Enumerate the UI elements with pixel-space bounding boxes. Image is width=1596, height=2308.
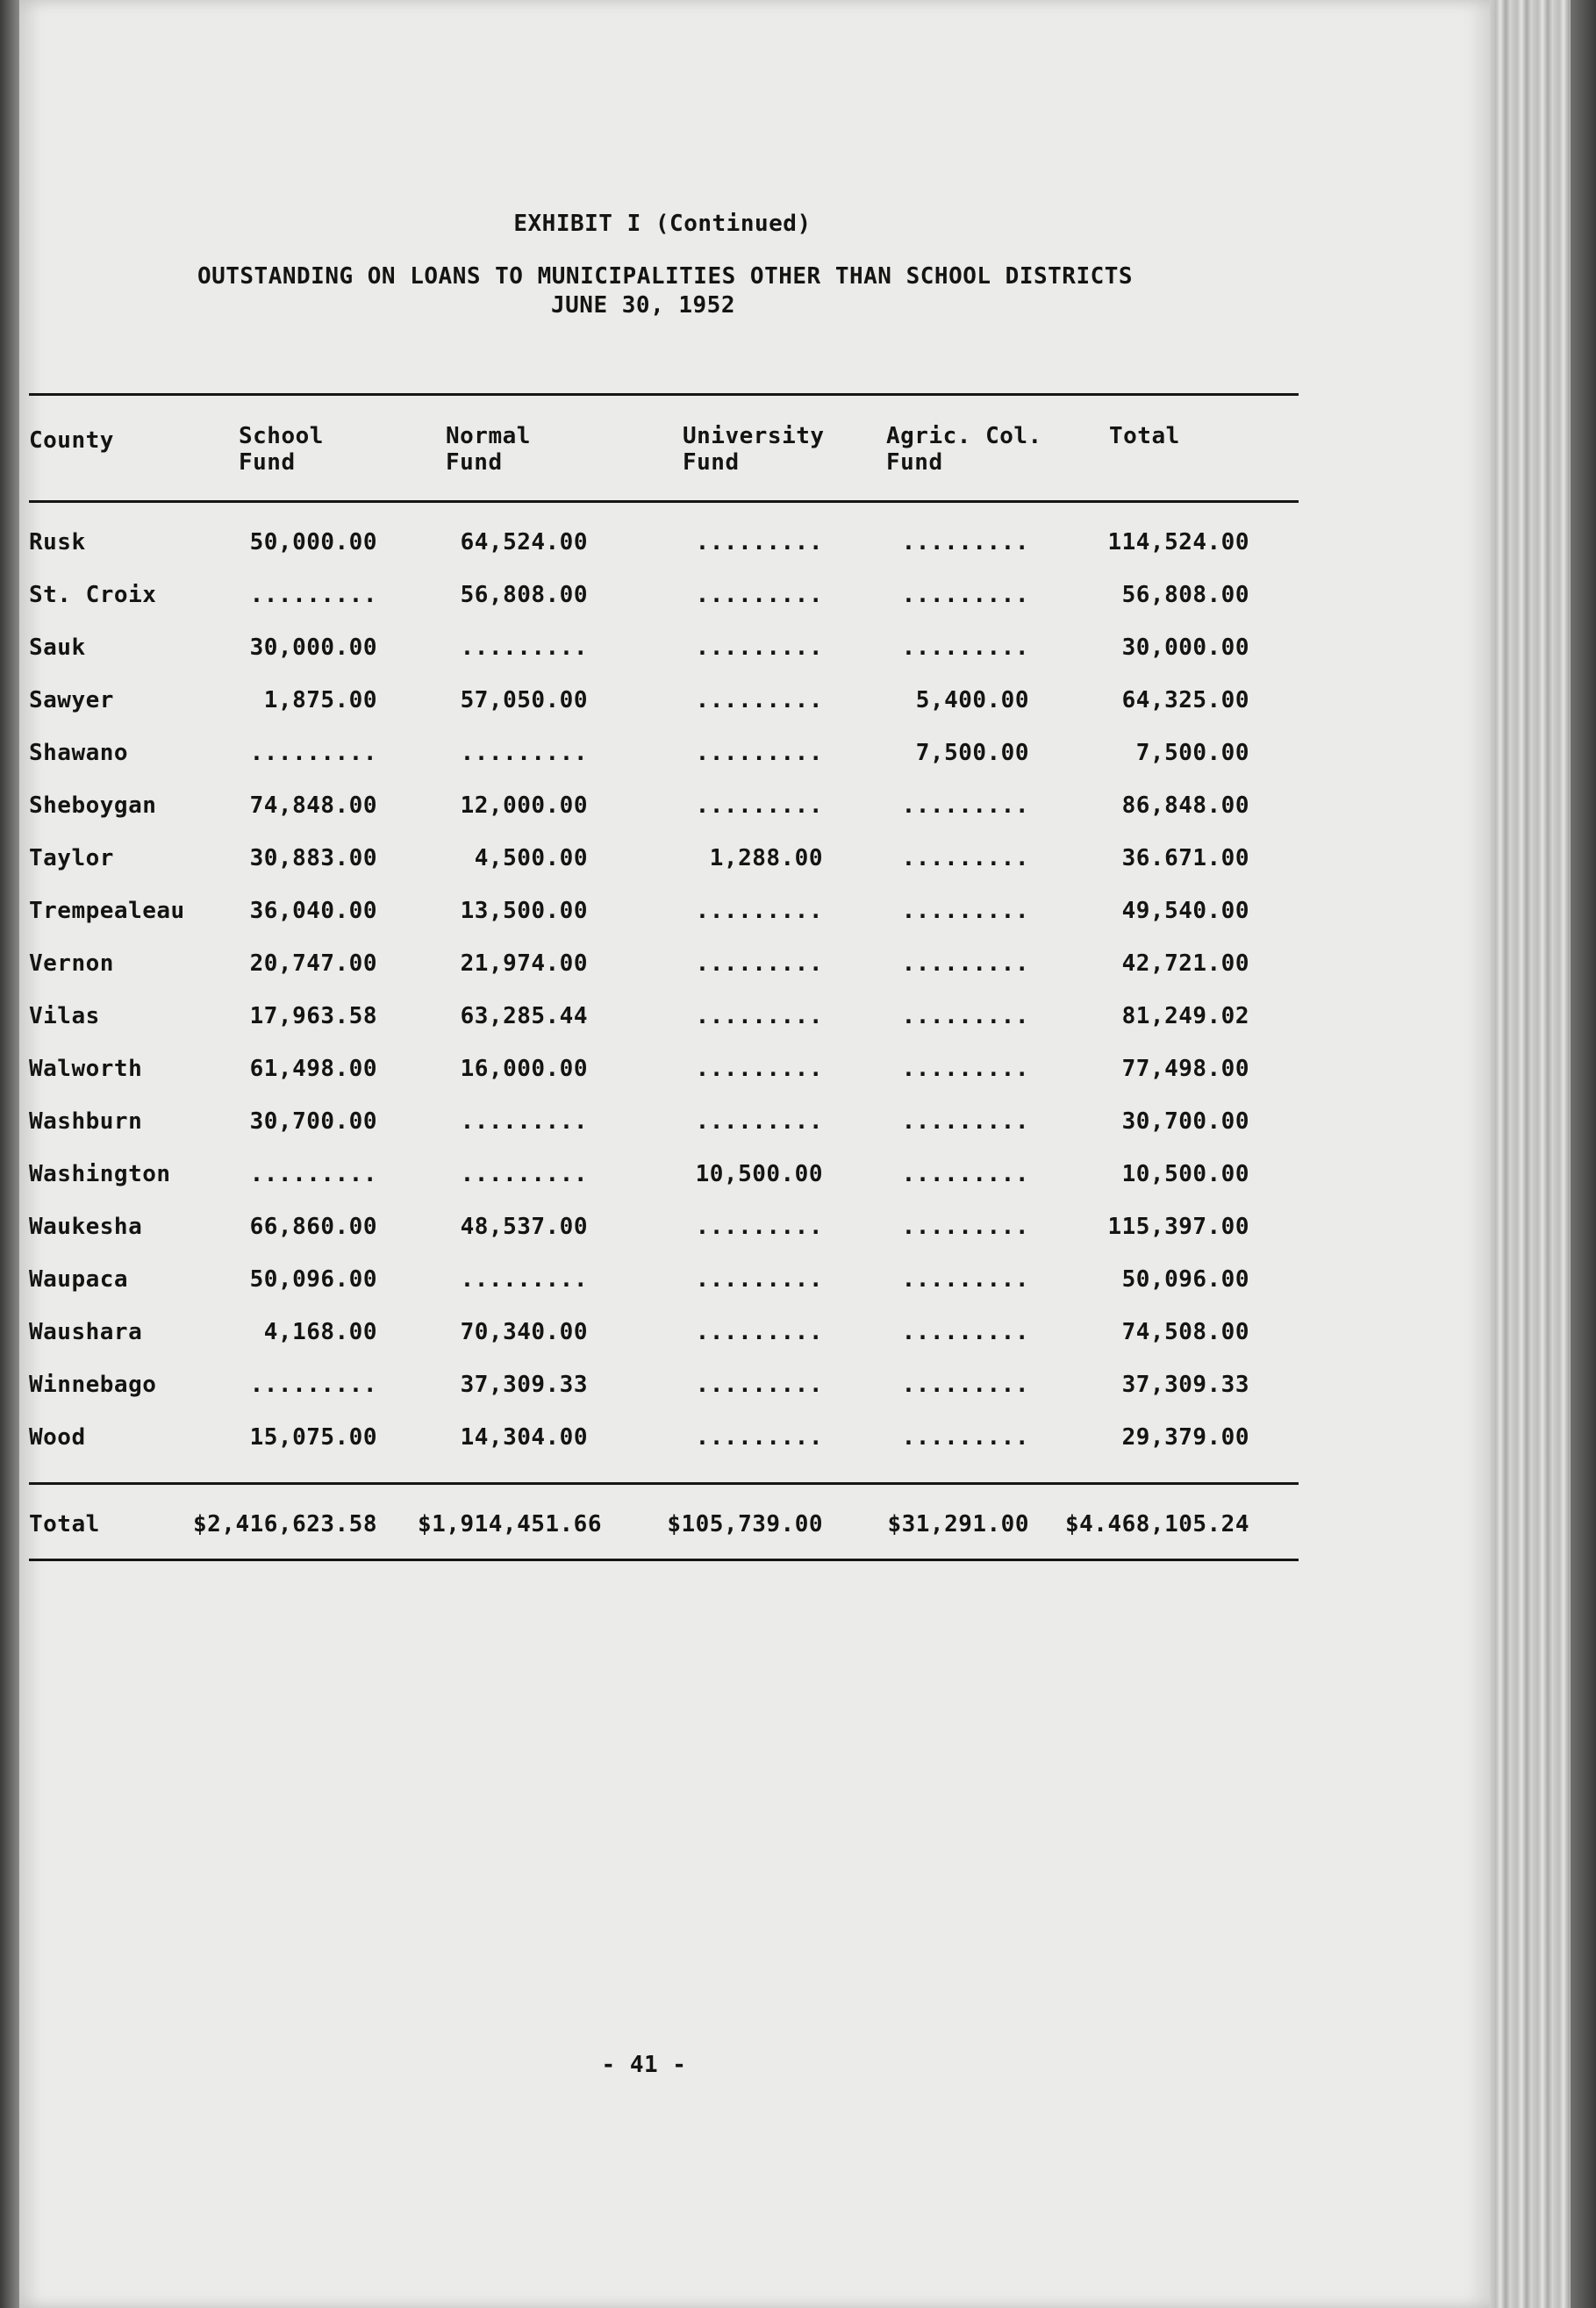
total-cell: 30,700.00 xyxy=(1121,1108,1249,1135)
total-agric-col-fund: $31,291.00 xyxy=(887,1511,1029,1537)
header-university-fund-2: Fund xyxy=(683,449,740,476)
agric-col-fund-cell: ......... xyxy=(901,1214,1029,1240)
university-fund-cell: ......... xyxy=(695,1424,823,1451)
total-normal-fund: $1,914,451.66 xyxy=(418,1511,602,1537)
normal-fund-cell: ......... xyxy=(460,1266,588,1293)
university-fund-cell: ......... xyxy=(695,634,823,661)
agric-col-fund-cell: ......... xyxy=(901,1266,1029,1293)
county-cell: Washington xyxy=(29,1161,171,1187)
agric-col-fund-cell: ......... xyxy=(901,1003,1029,1029)
school-fund-cell: 20,747.00 xyxy=(249,950,377,977)
county-cell: Trempealeau xyxy=(29,898,185,924)
school-fund-cell: 4,168.00 xyxy=(263,1319,377,1345)
university-fund-cell: ......... xyxy=(695,1056,823,1082)
university-fund-cell: ......... xyxy=(695,1372,823,1398)
normal-fund-cell: 37,309.33 xyxy=(460,1372,588,1398)
normal-fund-cell: 56,808.00 xyxy=(460,582,588,608)
university-fund-cell: ......... xyxy=(695,792,823,819)
normal-fund-cell: 21,974.00 xyxy=(460,950,588,977)
county-cell: Vilas xyxy=(29,1003,100,1029)
county-cell: Rusk xyxy=(29,529,86,555)
agric-col-fund-cell: ......... xyxy=(901,792,1029,819)
university-fund-cell: ......... xyxy=(695,529,823,555)
total-grand: $4.468,105.24 xyxy=(1065,1511,1249,1537)
header-agric-col-fund-1: Agric. Col. xyxy=(886,423,1042,449)
agric-col-fund-cell: 7,500.00 xyxy=(915,740,1029,766)
county-cell: Waupaca xyxy=(29,1266,129,1293)
normal-fund-cell: ......... xyxy=(460,1161,588,1187)
agric-col-fund-cell: ......... xyxy=(901,529,1029,555)
total-label: Total xyxy=(29,1511,100,1537)
total-rule-bottom xyxy=(29,1559,1299,1561)
school-fund-cell: 17,963.58 xyxy=(249,1003,377,1029)
header-county: County xyxy=(29,427,114,454)
county-cell: Sauk xyxy=(29,634,86,661)
university-fund-cell: ......... xyxy=(695,1214,823,1240)
normal-fund-cell: 48,537.00 xyxy=(460,1214,588,1240)
university-fund-cell: ......... xyxy=(695,1003,823,1029)
normal-fund-cell: 14,304.00 xyxy=(460,1424,588,1451)
county-cell: Vernon xyxy=(29,950,114,977)
county-cell: Waushara xyxy=(29,1319,143,1345)
normal-fund-cell: 70,340.00 xyxy=(460,1319,588,1345)
agric-col-fund-cell: ......... xyxy=(901,582,1029,608)
school-fund-cell: 50,096.00 xyxy=(249,1266,377,1293)
agric-col-fund-cell: ......... xyxy=(901,1372,1029,1398)
school-fund-cell: 1,875.00 xyxy=(263,687,377,713)
county-cell: Wood xyxy=(29,1424,86,1451)
school-fund-cell: 30,883.00 xyxy=(249,845,377,871)
normal-fund-cell: 4,500.00 xyxy=(474,845,588,871)
header-school-fund-2: Fund xyxy=(239,449,296,476)
university-fund-cell: ......... xyxy=(695,1319,823,1345)
total-cell: 42,721.00 xyxy=(1121,950,1249,977)
normal-fund-cell: ......... xyxy=(460,740,588,766)
school-fund-cell: 36,040.00 xyxy=(249,898,377,924)
total-cell: 81,249.02 xyxy=(1121,1003,1249,1029)
total-cell: 114,524.00 xyxy=(1107,529,1249,555)
agric-col-fund-cell: ......... xyxy=(901,950,1029,977)
normal-fund-cell: ......... xyxy=(460,634,588,661)
school-fund-cell: 30,000.00 xyxy=(249,634,377,661)
agric-col-fund-cell: ......... xyxy=(901,898,1029,924)
university-fund-cell: ......... xyxy=(695,1108,823,1135)
agric-col-fund-cell: ......... xyxy=(901,1108,1029,1135)
university-fund-cell: ......... xyxy=(695,582,823,608)
total-cell: 30,000.00 xyxy=(1121,634,1249,661)
university-fund-cell: 1,288.00 xyxy=(709,845,823,871)
total-cell: 86,848.00 xyxy=(1121,792,1249,819)
header-normal-fund-2: Fund xyxy=(446,449,503,476)
total-cell: 10,500.00 xyxy=(1121,1161,1249,1187)
county-cell: Sawyer xyxy=(29,687,114,713)
normal-fund-cell: 16,000.00 xyxy=(460,1056,588,1082)
normal-fund-cell: 12,000.00 xyxy=(460,792,588,819)
header-school-fund-1: School xyxy=(239,423,324,449)
total-cell: 77,498.00 xyxy=(1121,1056,1249,1082)
total-rule-top xyxy=(29,1482,1299,1485)
county-cell: Waukesha xyxy=(29,1214,143,1240)
total-cell: 7,500.00 xyxy=(1135,740,1249,766)
agric-col-fund-cell: ......... xyxy=(901,1161,1029,1187)
normal-fund-cell: 63,285.44 xyxy=(460,1003,588,1029)
county-cell: St. Croix xyxy=(29,582,157,608)
table-title-line1: OUTSTANDING ON LOANS TO MUNICIPALITIES OTHER THAN SCHOOL DISTRICTS xyxy=(197,263,1134,290)
total-cell: 74,508.00 xyxy=(1121,1319,1249,1345)
county-cell: Washburn xyxy=(29,1108,143,1135)
normal-fund-cell: 13,500.00 xyxy=(460,898,588,924)
university-fund-cell: ......... xyxy=(695,1266,823,1293)
agric-col-fund-cell: ......... xyxy=(901,634,1029,661)
university-fund-cell: ......... xyxy=(695,898,823,924)
exhibit-title: EXHIBIT I (Continued) xyxy=(513,211,812,237)
header-agric-col-fund-2: Fund xyxy=(886,449,943,476)
total-cell: 115,397.00 xyxy=(1107,1214,1249,1240)
total-cell: 49,540.00 xyxy=(1121,898,1249,924)
county-cell: Taylor xyxy=(29,845,114,871)
agric-col-fund-cell: ......... xyxy=(901,1319,1029,1345)
school-fund-cell: 50,000.00 xyxy=(249,529,377,555)
county-cell: Shawano xyxy=(29,740,129,766)
school-fund-cell: ......... xyxy=(249,582,377,608)
top-rule xyxy=(29,393,1299,396)
header-rule xyxy=(29,500,1299,503)
total-cell: 37,309.33 xyxy=(1121,1372,1249,1398)
school-fund-cell: 30,700.00 xyxy=(249,1108,377,1135)
normal-fund-cell: 64,524.00 xyxy=(460,529,588,555)
agric-col-fund-cell: ......... xyxy=(901,1056,1029,1082)
header-normal-fund-1: Normal xyxy=(446,423,531,449)
total-cell: 64,325.00 xyxy=(1121,687,1249,713)
school-fund-cell: ......... xyxy=(249,1161,377,1187)
normal-fund-cell: 57,050.00 xyxy=(460,687,588,713)
school-fund-cell: 66,860.00 xyxy=(249,1214,377,1240)
total-school-fund: $2,416,623.58 xyxy=(193,1511,377,1537)
page-number: - 41 - xyxy=(601,2052,687,2078)
agric-col-fund-cell: ......... xyxy=(901,845,1029,871)
total-cell: 50,096.00 xyxy=(1121,1266,1249,1293)
county-cell: Sheboygan xyxy=(29,792,157,819)
agric-col-fund-cell: ......... xyxy=(901,1424,1029,1451)
total-cell: 29,379.00 xyxy=(1121,1424,1249,1451)
school-fund-cell: 74,848.00 xyxy=(249,792,377,819)
total-cell: 36.671.00 xyxy=(1121,845,1249,871)
university-fund-cell: 10,500.00 xyxy=(695,1161,823,1187)
total-university-fund: $105,739.00 xyxy=(667,1511,823,1537)
school-fund-cell: ......... xyxy=(249,740,377,766)
school-fund-cell: 61,498.00 xyxy=(249,1056,377,1082)
header-total: Total xyxy=(1109,423,1180,449)
university-fund-cell: ......... xyxy=(695,950,823,977)
normal-fund-cell: ......... xyxy=(460,1108,588,1135)
school-fund-cell: 15,075.00 xyxy=(249,1424,377,1451)
school-fund-cell: ......... xyxy=(249,1372,377,1398)
total-cell: 56,808.00 xyxy=(1121,582,1249,608)
table-title-line2: JUNE 30, 1952 xyxy=(551,292,735,319)
agric-col-fund-cell: 5,400.00 xyxy=(915,687,1029,713)
university-fund-cell: ......... xyxy=(695,687,823,713)
header-university-fund-1: University xyxy=(683,423,825,449)
county-cell: Walworth xyxy=(29,1056,143,1082)
university-fund-cell: ......... xyxy=(695,740,823,766)
county-cell: Winnebago xyxy=(29,1372,157,1398)
